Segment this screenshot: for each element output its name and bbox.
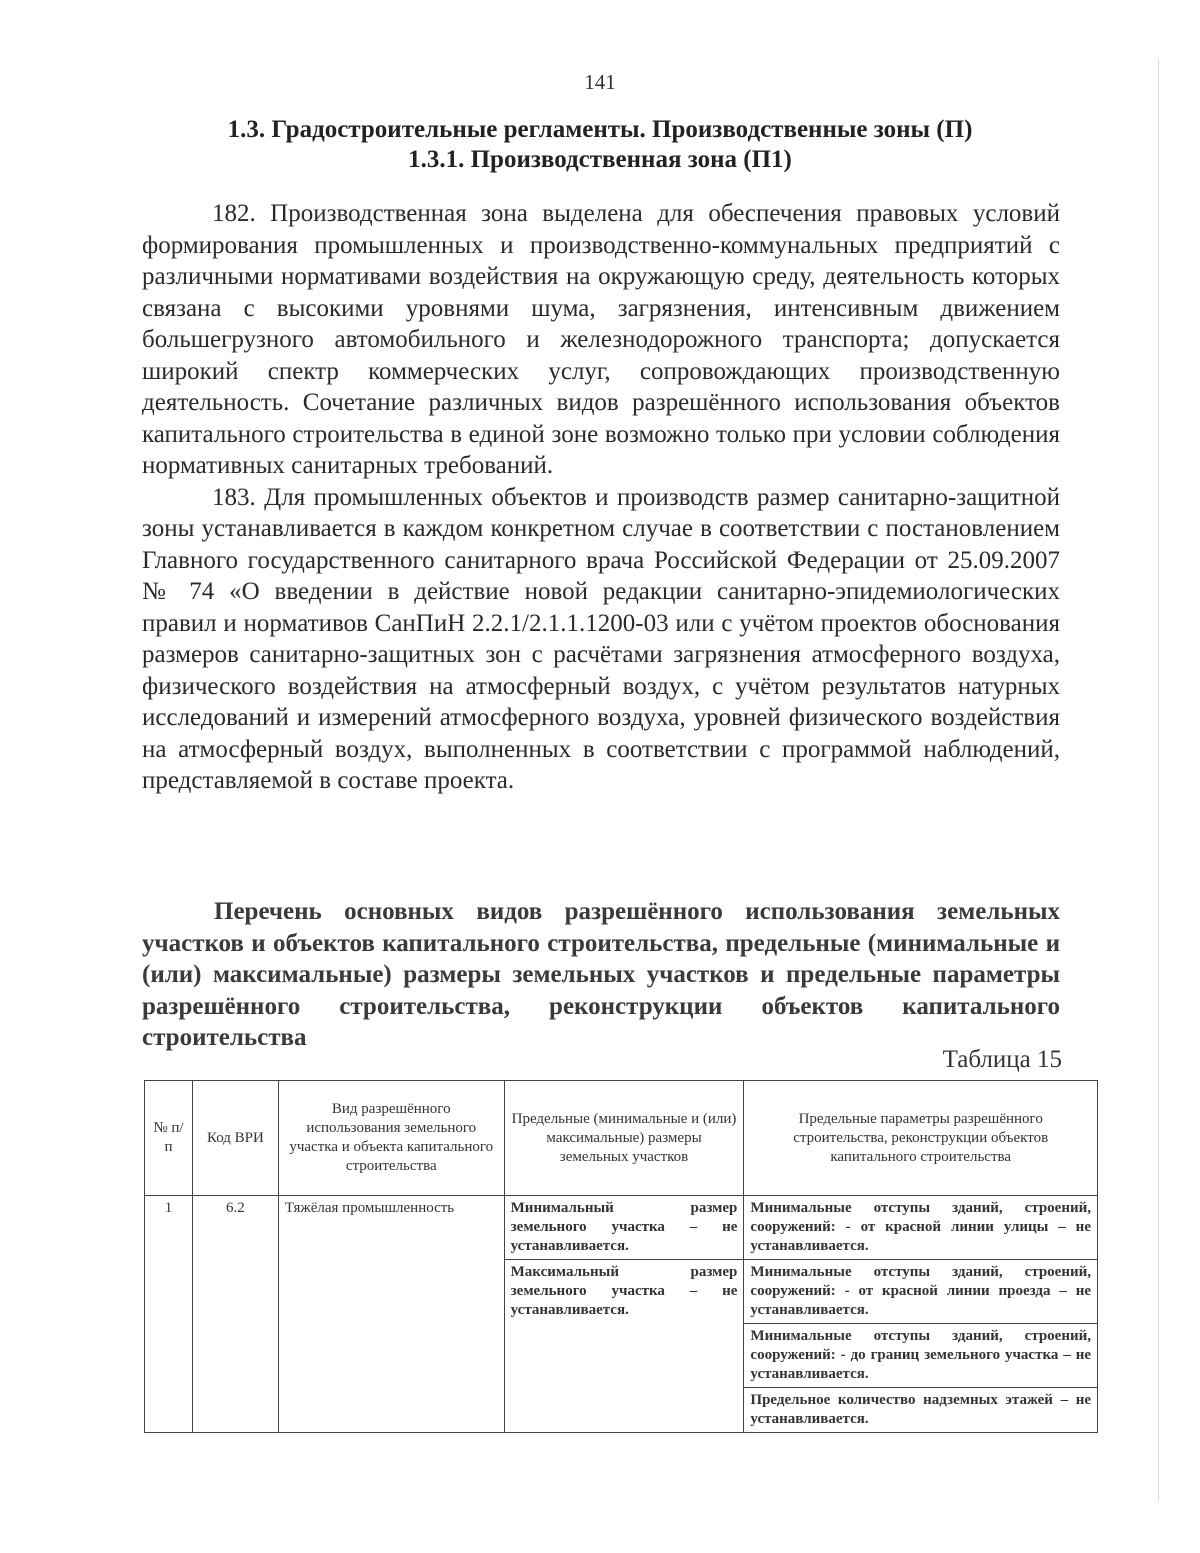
cell-param-boundary: Минимальные отступы зданий, строений, сооружений: - до границ земельного участка – не устанавливается. bbox=[744, 1324, 1098, 1388]
cell-param-street: Минимальные отступы зданий, строений, сооружений: - от красной линии улицы – не устанавливается. bbox=[744, 1196, 1098, 1260]
table-caption: Таблица 15 bbox=[942, 1046, 1062, 1073]
cell-plot-max: Максимальный размер земельного участка – не устанавливается. bbox=[504, 1260, 744, 1433]
paragraph-182: 182. Производственная зона выделена для обеспечения правовых условий формирования промышленных и производственно-коммунальных предприятий с различными нормативами воздействия на окружающую среду, деятельность которых связана с высокими уровнями шума, загрязнения, интенсивным движением большегрузного автомобильного и железнодорожного транспорта; допускается широкий спектр коммерческих услуг, сопровождающих производственную деятельность. Сочетание различных видов разрешённого использования объектов капитального строительства в единой зоне возможно только при условии соблюдения нормативных санитарных требований. bbox=[142, 200, 1060, 479]
cell-code: 6.2 bbox=[192, 1196, 278, 1433]
header-code: Код ВРИ bbox=[192, 1081, 278, 1196]
subsection-heading: 1.3.1. Производственная зона (П1) bbox=[408, 146, 792, 173]
cell-use: Тяжёлая промышленность bbox=[278, 1196, 504, 1433]
cell-num: 1 bbox=[145, 1196, 193, 1433]
page-number: 141 bbox=[584, 70, 616, 94]
scan-edge-line bbox=[1158, 60, 1159, 1500]
table-header-row bbox=[145, 1081, 1098, 1196]
table-row bbox=[145, 1196, 1098, 1260]
header-use: Вид разрешённого использования земельного участка и объекта капитального строительства bbox=[278, 1081, 504, 1196]
header-num: № п/п bbox=[145, 1081, 193, 1196]
regulations-table bbox=[144, 1080, 1098, 1433]
header-params: Предельные параметры разрешённого строительства, реконструкции объектов капитального строительства bbox=[744, 1081, 1098, 1196]
cell-param-floors: Предельное количество надземных этажей – не устанавливается. bbox=[744, 1388, 1098, 1433]
section-heading: 1.3. Градостроительные регламенты. Производственные зоны (П) bbox=[227, 116, 973, 143]
cell-param-passage: Минимальные отступы зданий, строений, сооружений: - от красной линии проезда – не устанавливается. bbox=[744, 1260, 1098, 1324]
header-plot-size: Предельные (минимальные и (или) максимальные) размеры земельных участков bbox=[504, 1081, 744, 1196]
cell-plot-min: Минимальный размер земельного участка – не устанавливается. bbox=[504, 1196, 744, 1260]
list-title: Перечень основных видов разрешённого использования земельных участков и объектов капитального строительства, предельные (минимальные и (или) максимальные) размеры земельных участков и предельные параметры разрешённого строительства, реконструкции объектов капитального строительства bbox=[142, 898, 1060, 1051]
paragraph-183: 183. Для промышленных объектов и производств размер санитарно-защитной зоны устанавливается в каждом конкретном случае в соответствии с постановлением Главного государственного санитарного врача Российской Федерации от 25.09.2007 № 74 «О введении в действие новой редакции санитарно-эпидемиологических правил и нормативов СанПиН 2.2.1/2.1.1.1200-03 или с учётом проектов обоснования размеров санитарно-защитных зон с расчётами загрязнения атмосферного воздуха, физического воздействия на атмосферный воздух, с учётом результатов натурных исследований и измерений атмосферного воздуха, уровней физического воздействия на атмосферный воздух, выполненных в соответствии с программой наблюдений, представляемой в составе проекта. bbox=[142, 483, 1060, 794]
body-text bbox=[142, 198, 1060, 797]
